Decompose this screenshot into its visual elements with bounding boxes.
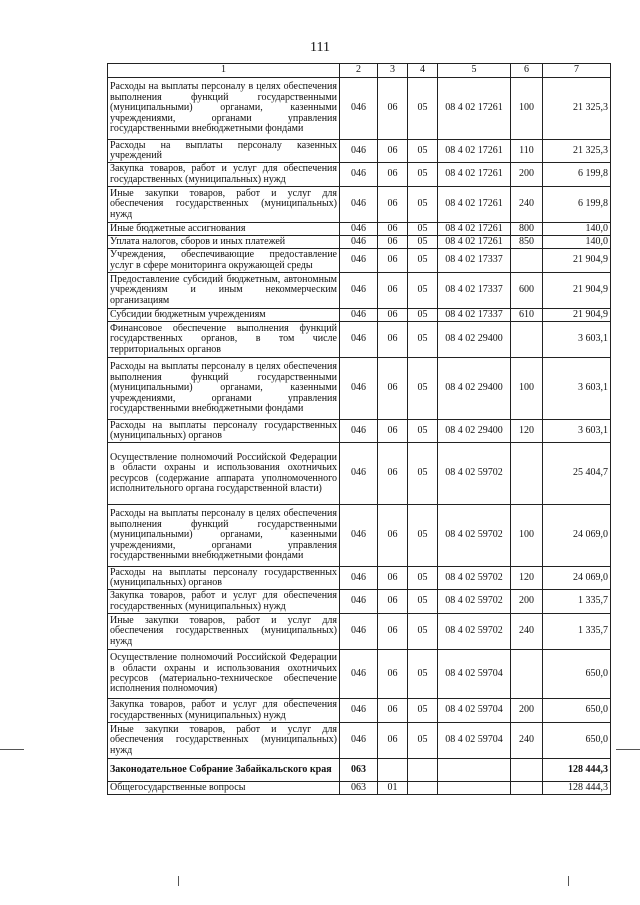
cell-target bbox=[438, 759, 511, 782]
cell-name: Финансовое обеспечение выполнения функций государственных органов, в том числе территориальных органов bbox=[108, 322, 340, 358]
cell-target: 08 4 02 59702 bbox=[438, 590, 511, 614]
table-row bbox=[108, 322, 611, 358]
page-number: 111 bbox=[310, 40, 330, 55]
cell-type: 120 bbox=[511, 567, 543, 590]
cell-subsection: 05 bbox=[408, 567, 438, 590]
cell-name: Предоставление субсидий бюджетным, автономным учреждениям и иным некоммерческим организациям bbox=[108, 273, 340, 309]
cell-type: 600 bbox=[511, 273, 543, 309]
scan-mark-left bbox=[0, 749, 24, 750]
cell-target: 08 4 02 59702 bbox=[438, 567, 511, 590]
cell-section: 06 bbox=[378, 358, 408, 420]
cell-code: 046 bbox=[340, 614, 378, 650]
table-row bbox=[108, 723, 611, 759]
cell-target: 08 4 02 17261 bbox=[438, 163, 511, 187]
cell-amount: 24 069,0 bbox=[543, 567, 611, 590]
cell-subsection: 05 bbox=[408, 78, 438, 140]
cell-name: Расходы на выплаты персоналу государственных (муниципальных) органов bbox=[108, 567, 340, 590]
cell-code: 046 bbox=[340, 322, 378, 358]
cell-amount: 25 404,7 bbox=[543, 443, 611, 505]
cell-amount: 128 444,3 bbox=[543, 759, 611, 782]
cell-target: 08 4 02 17261 bbox=[438, 223, 511, 236]
cell-amount: 1 335,7 bbox=[543, 614, 611, 650]
cell-amount: 650,0 bbox=[543, 699, 611, 723]
cell-target: 08 4 02 17261 bbox=[438, 236, 511, 249]
cell-subsection: 05 bbox=[408, 322, 438, 358]
table-row bbox=[108, 567, 611, 590]
table-row bbox=[108, 309, 611, 322]
cell-type: 800 bbox=[511, 223, 543, 236]
cell-code: 046 bbox=[340, 140, 378, 163]
cell-subsection: 05 bbox=[408, 223, 438, 236]
header-row bbox=[108, 64, 611, 78]
cell-amount: 650,0 bbox=[543, 723, 611, 759]
cell-name: Общегосударственные вопросы bbox=[108, 782, 340, 795]
cell-section: 06 bbox=[378, 309, 408, 322]
table-row bbox=[108, 223, 611, 236]
cell-amount: 128 444,3 bbox=[543, 782, 611, 795]
cell-section: 06 bbox=[378, 590, 408, 614]
cell-type: 610 bbox=[511, 309, 543, 322]
table-row bbox=[108, 163, 611, 187]
cell-section: 06 bbox=[378, 140, 408, 163]
cell-name: Иные бюджетные ассигнования bbox=[108, 223, 340, 236]
cell-section: 06 bbox=[378, 223, 408, 236]
cell-target: 08 4 02 29400 bbox=[438, 420, 511, 443]
table-row bbox=[108, 614, 611, 650]
table-row bbox=[108, 358, 611, 420]
cell-code: 046 bbox=[340, 590, 378, 614]
cell-section: 06 bbox=[378, 443, 408, 505]
cell-name: Иные закупки товаров, работ и услуг для обеспечения государственных (муниципальных) нужд bbox=[108, 187, 340, 223]
cell-code: 046 bbox=[340, 650, 378, 699]
cell-section: 06 bbox=[378, 249, 408, 273]
cell-section: 06 bbox=[378, 322, 408, 358]
cell-name: Закупка товаров, работ и услуг для обеспечения государственных (муниципальных) нужд bbox=[108, 699, 340, 723]
scan-tick-right bbox=[568, 876, 569, 886]
cell-code: 046 bbox=[340, 187, 378, 223]
cell-section: 06 bbox=[378, 420, 408, 443]
cell-target: 08 4 02 29400 bbox=[438, 322, 511, 358]
cell-section: 06 bbox=[378, 614, 408, 650]
cell-subsection: 05 bbox=[408, 699, 438, 723]
header-cell: 3 bbox=[378, 64, 408, 78]
cell-name: Расходы на выплаты персоналу в целях обеспечения выполнения функций государственными (муниципальными) органами, казенными учреждениями, органами управления государственными внебюджетными фондами bbox=[108, 78, 340, 140]
cell-target: 08 4 02 17261 bbox=[438, 140, 511, 163]
cell-type bbox=[511, 249, 543, 273]
header-cell: 1 bbox=[108, 64, 340, 78]
table-row bbox=[108, 140, 611, 163]
cell-subsection: 05 bbox=[408, 505, 438, 567]
header-cell: 7 bbox=[543, 64, 611, 78]
cell-code: 046 bbox=[340, 249, 378, 273]
cell-name: Закупка товаров, работ и услуг для обеспечения государственных (муниципальных) нужд bbox=[108, 163, 340, 187]
cell-subsection: 05 bbox=[408, 236, 438, 249]
cell-name: Иные закупки товаров, работ и услуг для обеспечения государственных (муниципальных) нужд bbox=[108, 723, 340, 759]
cell-subsection: 05 bbox=[408, 443, 438, 505]
cell-target: 08 4 02 59702 bbox=[438, 443, 511, 505]
cell-amount: 650,0 bbox=[543, 650, 611, 699]
table-row bbox=[108, 699, 611, 723]
table-body bbox=[108, 78, 611, 795]
cell-name: Расходы на выплаты персоналу казенных учреждений bbox=[108, 140, 340, 163]
header-cell: 6 bbox=[511, 64, 543, 78]
cell-type bbox=[511, 322, 543, 358]
table-row bbox=[108, 187, 611, 223]
cell-section: 06 bbox=[378, 236, 408, 249]
cell-type: 240 bbox=[511, 187, 543, 223]
scan-mark-right bbox=[616, 749, 640, 750]
cell-code: 046 bbox=[340, 273, 378, 309]
cell-target: 08 4 02 29400 bbox=[438, 358, 511, 420]
header-cell: 4 bbox=[408, 64, 438, 78]
cell-section: 06 bbox=[378, 567, 408, 590]
table-row bbox=[108, 590, 611, 614]
cell-section: 06 bbox=[378, 78, 408, 140]
cell-type bbox=[511, 650, 543, 699]
table-row bbox=[108, 505, 611, 567]
cell-amount: 3 603,1 bbox=[543, 358, 611, 420]
cell-name: Субсидии бюджетным учреждениям bbox=[108, 309, 340, 322]
cell-target bbox=[438, 782, 511, 795]
cell-code: 046 bbox=[340, 78, 378, 140]
table-row bbox=[108, 78, 611, 140]
cell-type: 100 bbox=[511, 358, 543, 420]
cell-name: Закупка товаров, работ и услуг для обеспечения государственных (муниципальных) нужд bbox=[108, 590, 340, 614]
cell-section: 06 bbox=[378, 699, 408, 723]
cell-code: 063 bbox=[340, 759, 378, 782]
cell-target: 08 4 02 59704 bbox=[438, 723, 511, 759]
cell-subsection: 05 bbox=[408, 358, 438, 420]
cell-target: 08 4 02 59702 bbox=[438, 614, 511, 650]
cell-code: 046 bbox=[340, 223, 378, 236]
table-row bbox=[108, 443, 611, 505]
cell-name: Осуществление полномочий Российской Федерации в области охраны и использования охотничьих ресурсов (содержание аппарата уполномоченного исполнительного органа государственной власти) bbox=[108, 443, 340, 505]
cell-name: Иные закупки товаров, работ и услуг для обеспечения государственных (муниципальных) нужд bbox=[108, 614, 340, 650]
cell-amount: 21 325,3 bbox=[543, 78, 611, 140]
cell-target: 08 4 02 17261 bbox=[438, 187, 511, 223]
cell-subsection: 05 bbox=[408, 187, 438, 223]
cell-section: 06 bbox=[378, 163, 408, 187]
cell-target: 08 4 02 17337 bbox=[438, 273, 511, 309]
cell-code: 046 bbox=[340, 358, 378, 420]
cell-type: 200 bbox=[511, 590, 543, 614]
cell-name: Осуществление полномочий Российской Федерации в области охраны и использования охотничьих ресурсов (материально-техническое обеспечение исполнения полномочия) bbox=[108, 650, 340, 699]
cell-code: 046 bbox=[340, 723, 378, 759]
cell-amount: 24 069,0 bbox=[543, 505, 611, 567]
table-row bbox=[108, 782, 611, 795]
table-row bbox=[108, 420, 611, 443]
cell-amount: 3 603,1 bbox=[543, 420, 611, 443]
cell-amount: 1 335,7 bbox=[543, 590, 611, 614]
cell-subsection: 05 bbox=[408, 590, 438, 614]
cell-subsection bbox=[408, 759, 438, 782]
cell-subsection: 05 bbox=[408, 650, 438, 699]
cell-target: 08 4 02 59702 bbox=[438, 505, 511, 567]
budget-table bbox=[107, 63, 611, 795]
cell-section: 06 bbox=[378, 505, 408, 567]
cell-amount: 21 904,9 bbox=[543, 309, 611, 322]
cell-name: Уплата налогов, сборов и иных платежей bbox=[108, 236, 340, 249]
cell-code: 046 bbox=[340, 309, 378, 322]
cell-subsection: 05 bbox=[408, 273, 438, 309]
header-cell: 2 bbox=[340, 64, 378, 78]
cell-name: Расходы на выплаты персоналу государственных (муниципальных) органов bbox=[108, 420, 340, 443]
cell-type: 850 bbox=[511, 236, 543, 249]
cell-section: 01 bbox=[378, 782, 408, 795]
cell-type: 200 bbox=[511, 699, 543, 723]
cell-type: 100 bbox=[511, 78, 543, 140]
cell-subsection: 05 bbox=[408, 163, 438, 187]
cell-section: 06 bbox=[378, 650, 408, 699]
cell-subsection: 05 bbox=[408, 614, 438, 650]
table-row bbox=[108, 273, 611, 309]
cell-code: 063 bbox=[340, 782, 378, 795]
cell-code: 046 bbox=[340, 420, 378, 443]
cell-type: 110 bbox=[511, 140, 543, 163]
table-row bbox=[108, 236, 611, 249]
cell-subsection: 05 bbox=[408, 723, 438, 759]
cell-target: 08 4 02 17337 bbox=[438, 309, 511, 322]
cell-code: 046 bbox=[340, 567, 378, 590]
cell-subsection: 05 bbox=[408, 140, 438, 163]
cell-name: Законодательное Собрание Забайкальского края bbox=[108, 759, 340, 782]
cell-amount: 6 199,8 bbox=[543, 187, 611, 223]
cell-type: 100 bbox=[511, 505, 543, 567]
cell-subsection: 05 bbox=[408, 309, 438, 322]
cell-amount: 21 904,9 bbox=[543, 249, 611, 273]
cell-code: 046 bbox=[340, 163, 378, 187]
cell-amount: 140,0 bbox=[543, 236, 611, 249]
cell-code: 046 bbox=[340, 505, 378, 567]
table-row bbox=[108, 249, 611, 273]
cell-type bbox=[511, 443, 543, 505]
cell-target: 08 4 02 59704 bbox=[438, 650, 511, 699]
cell-code: 046 bbox=[340, 236, 378, 249]
cell-section bbox=[378, 759, 408, 782]
cell-amount: 21 904,9 bbox=[543, 273, 611, 309]
cell-name: Учреждения, обеспечивающие предоставление услуг в сфере мониторинга окружающей среды bbox=[108, 249, 340, 273]
table-row bbox=[108, 650, 611, 699]
cell-amount: 21 325,3 bbox=[543, 140, 611, 163]
cell-type bbox=[511, 759, 543, 782]
cell-section: 06 bbox=[378, 273, 408, 309]
cell-name: Расходы на выплаты персоналу в целях обеспечения выполнения функций государственными (муниципальными) органами, казенными учреждениями, органами управления государственными внебюджетными фондами bbox=[108, 505, 340, 567]
cell-type: 200 bbox=[511, 163, 543, 187]
scan-tick-left bbox=[178, 876, 179, 886]
cell-code: 046 bbox=[340, 699, 378, 723]
cell-subsection bbox=[408, 782, 438, 795]
cell-subsection: 05 bbox=[408, 420, 438, 443]
cell-name: Расходы на выплаты персоналу в целях обеспечения выполнения функций государственными (муниципальными) органами, казенными учреждениями, органами управления государственными внебюджетными фондами bbox=[108, 358, 340, 420]
cell-type: 120 bbox=[511, 420, 543, 443]
cell-subsection: 05 bbox=[408, 249, 438, 273]
cell-type bbox=[511, 782, 543, 795]
cell-type: 240 bbox=[511, 723, 543, 759]
table-row bbox=[108, 759, 611, 782]
cell-target: 08 4 02 59704 bbox=[438, 699, 511, 723]
cell-target: 08 4 02 17337 bbox=[438, 249, 511, 273]
cell-target: 08 4 02 17261 bbox=[438, 78, 511, 140]
cell-amount: 3 603,1 bbox=[543, 322, 611, 358]
cell-section: 06 bbox=[378, 187, 408, 223]
cell-code: 046 bbox=[340, 443, 378, 505]
cell-type: 240 bbox=[511, 614, 543, 650]
header-cell: 5 bbox=[438, 64, 511, 78]
cell-amount: 6 199,8 bbox=[543, 163, 611, 187]
cell-amount: 140,0 bbox=[543, 223, 611, 236]
cell-section: 06 bbox=[378, 723, 408, 759]
